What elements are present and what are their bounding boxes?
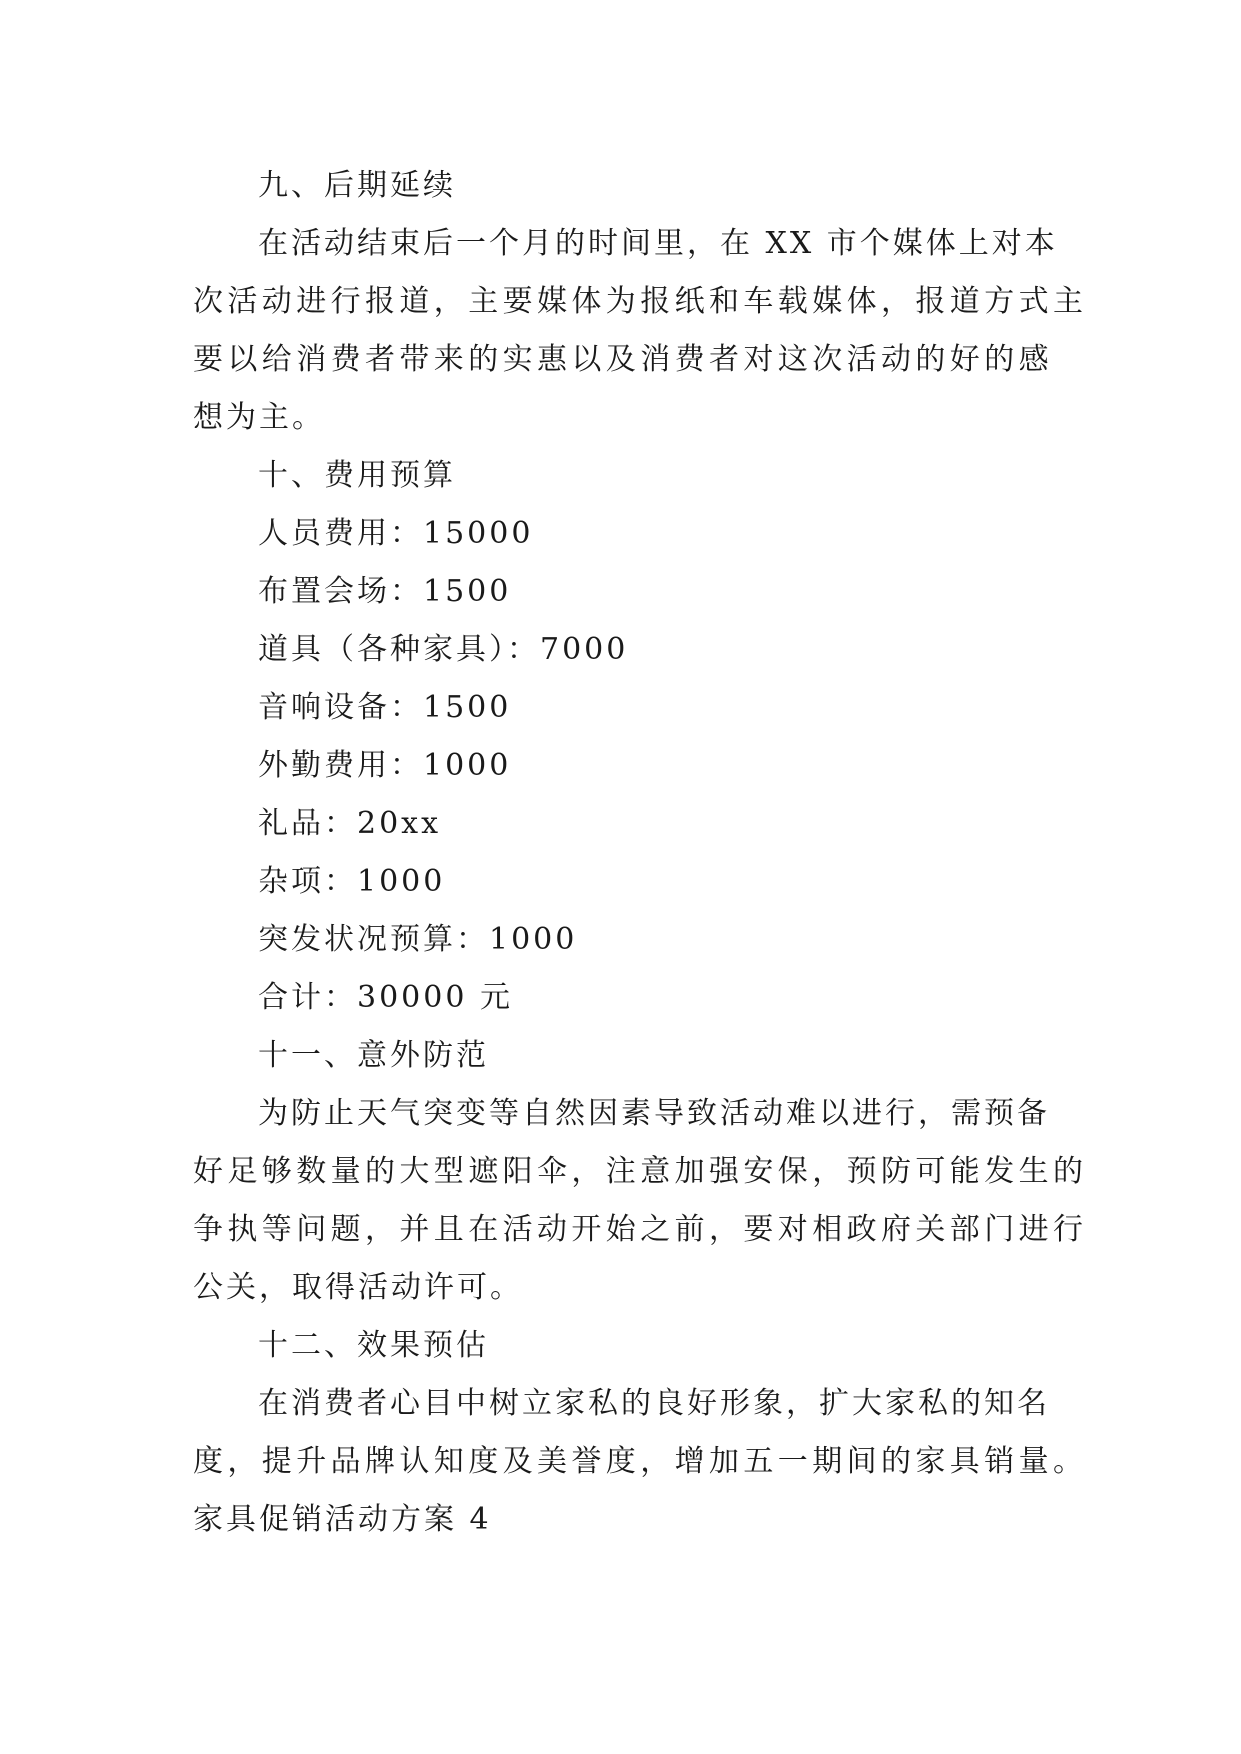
budget-total: 合计：30000 元 — [258, 980, 513, 1015]
paragraph-line: 公关，取得活动许可。 — [193, 1270, 523, 1305]
budget-item: 布置会场：1500 — [258, 574, 512, 609]
paragraph-line: 在活动结束后一个月的时间里，在 XX 市个媒体上对本 — [258, 226, 1058, 261]
paragraph-line: 好足够数量的大型遮阳伞，注意加强安保，预防可能发生的 — [193, 1154, 1088, 1189]
section-heading-effect-estimate: 十二、效果预估 — [258, 1328, 489, 1363]
budget-item: 突发状况预算：1000 — [258, 922, 578, 957]
budget-item: 人员费用：15000 — [258, 516, 534, 551]
budget-item: 道具（各种家具）：7000 — [258, 632, 629, 667]
paragraph-line: 要以给消费者带来的实惠以及消费者对这次活动的好的感 — [193, 342, 1053, 377]
paragraph-line: 为防止天气突变等自然因素导致活动难以进行，需预备 — [258, 1096, 1050, 1131]
paragraph-line: 在消费者心目中树立家私的良好形象，扩大家私的知名 — [258, 1386, 1050, 1421]
paragraph-line: 争执等问题，并且在活动开始之前，要对相政府关部门进行 — [193, 1212, 1088, 1247]
section-heading-later-continuation: 九、后期延续 — [258, 168, 456, 203]
budget-item: 外勤费用：1000 — [258, 748, 512, 783]
paragraph-line: 度，提升品牌认知度及美誉度，增加五一期间的家具销量。 — [193, 1444, 1088, 1479]
paragraph-line: 想为主。 — [193, 400, 325, 435]
paragraph-line: 次活动进行报道，主要媒体为报纸和车载媒体，报道方式主 — [193, 284, 1088, 319]
budget-item: 礼品：20xx — [258, 806, 442, 841]
budget-item: 杂项：1000 — [258, 864, 446, 899]
budget-item: 音响设备：1500 — [258, 690, 512, 725]
document-title-plan-4: 家具促销活动方案 4 — [193, 1502, 492, 1537]
section-heading-contingency: 十一、意外防范 — [258, 1038, 489, 1073]
section-heading-budget: 十、费用预算 — [258, 458, 456, 493]
